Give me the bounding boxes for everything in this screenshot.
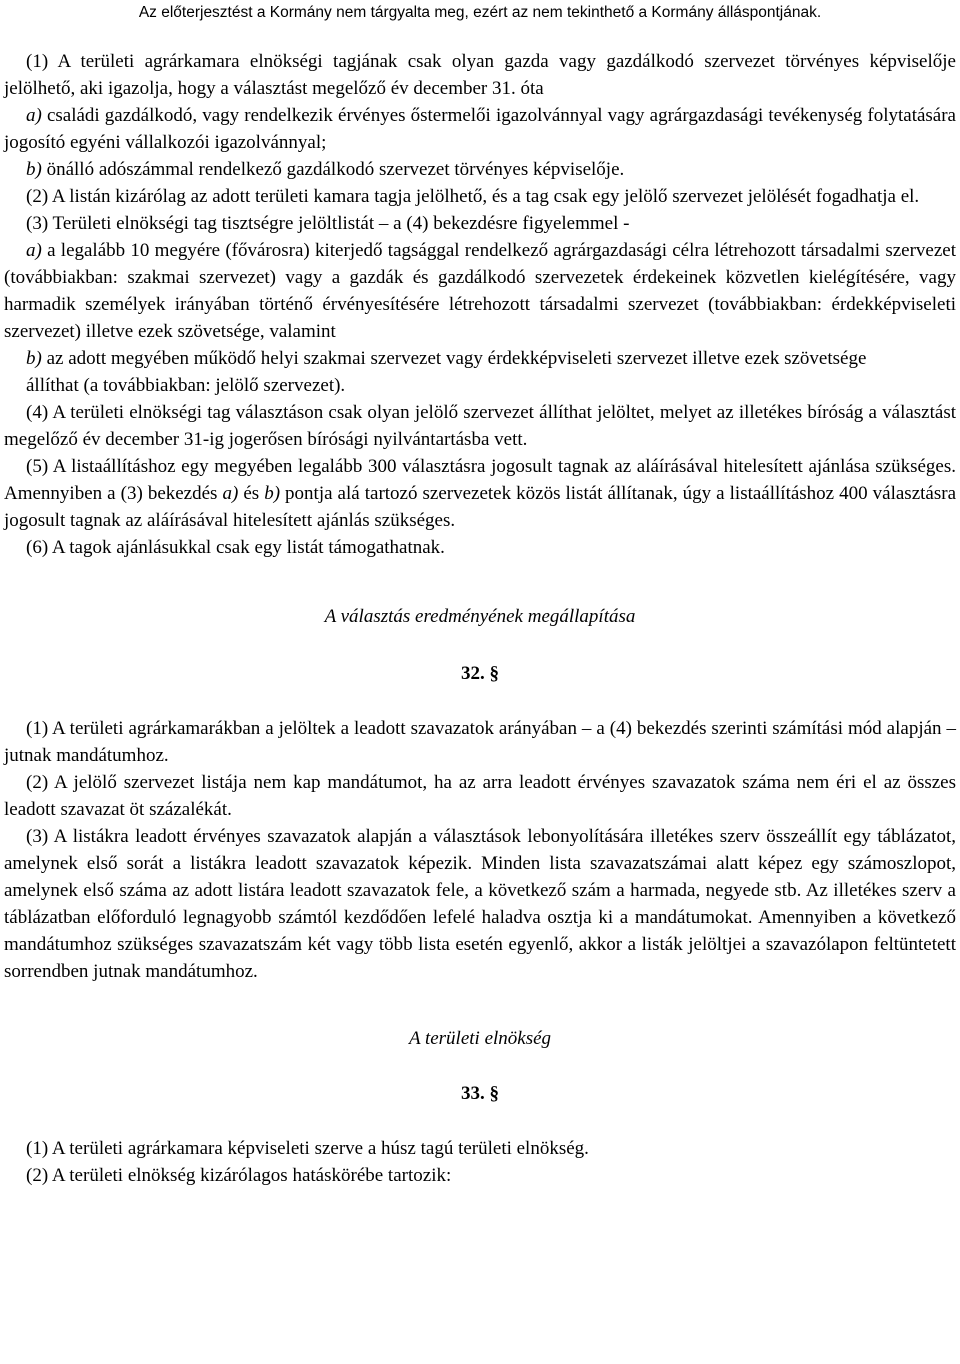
section-32-title: 32. § (461, 663, 499, 684)
paragraph-1-3-b (4, 345, 956, 372)
paragraph-32-1: (1) A területi agrárkamarákban a jelöltek a leadott szavazatok arányában – a (4) bekezdés szerinti számítási mód alapján – jutnak mandátumhoz. (4, 718, 956, 766)
paragraph-1-5-a: a) (222, 483, 239, 504)
paragraph-1-3-end: állíthat (a továbbiakban: jelölő szervezet). (26, 375, 346, 396)
section-33-title: 33. § (461, 1083, 499, 1104)
paragraph-1-6: (6) A tagok ajánlásukkal csak egy listát támogathatnak. (26, 537, 445, 558)
point-a (4, 102, 956, 156)
heading-regional-board: A területi elnökség (408, 1028, 552, 1049)
paragraph-32-3: (3) A listákra leadott érvényes szavazatok alapján a választások lebonyolítására illetékes szerv összeállít egy táblázatot, amelynek első sorát a listákra leadott szavazatok képezik. Minden lista szavazatszámai alatt képez egy számoszlopot, amelynek első száma az adott listára leadott szavazatok fele, a következő szám a harmada, negyede stb. Az illetékes szerv a táblázatban előforduló legnagyobb számtól kezdődően lefelé haladva osztja ki a mandátumokat. Amennyiben a következő mandátumhoz szükséges szavazatszám két vagy több lista esetén egyenlő, akkor a listák jelöltjei a szavazólapon feltüntetett sorrendben jutnak mandátumhoz. (4, 826, 956, 982)
page-header-notice: Az előterjesztést a Kormány nem tárgyalta meg, ezért az nem tekinthető a Kormány álláspontjának. (138, 4, 822, 21)
paragraph-1-2: (2) A listán kizárólag az adott területi kamara tagja jelölhető, és a tag csak egy jelölő szervezet jelölését fogadhatja el. (26, 186, 920, 207)
point-a-label: a) (26, 105, 42, 126)
paragraph-1-3: (3) Területi elnökségi tag tisztségre jelöltlistát – a (4) bekezdésre figyelemmel - (26, 213, 630, 234)
point-b-label: b) (26, 159, 42, 180)
paragraph-1-3-a-label: a) (26, 240, 42, 261)
document-body (4, 48, 956, 1189)
section-33-body (4, 1135, 956, 1189)
paragraph-1-3-a (4, 237, 956, 345)
paragraph-1-5-b: b) (264, 483, 281, 504)
paragraph-1-5-mid: és (238, 483, 265, 504)
point-a-text: családi gazdálkodó, vagy rendelkezik érvényes őstermelői igazolvánnyal vagy agrárgazdasági tevékenység folytatására jogosító egyéni vállalkozói igazolvánnyal; (4, 105, 956, 153)
paragraph-1-4: (4) A területi elnökségi tag választáson csak olyan jelölő szervezet állíthat jelöltet, melyet az illetékes bíróság a választást megelőző év december 31-ig jogerősen bírósági nyilvántartásba vett. (4, 402, 956, 450)
paragraph-1-5-post: pontja alá tartozó szervezetek közös listát állítanak, úgy a listaállításhoz 400 választásra jogosult tagnak az aláírásával hitelesített ajánlás szükséges. (4, 483, 957, 531)
heading-election-result: A választás eredményének megállapítása (324, 606, 636, 627)
paragraph-1-5-pre: (5) A listaállításhoz egy megyében legalább 300 választásra jogosult tagnak az aláírásával hitelesített ajánlása szükséges. Amennyiben a (3) bekezdés (4, 456, 956, 504)
point-b (4, 156, 956, 183)
paragraph-33-2: (2) A területi elnökség kizárólagos hatáskörébe tartozik: (26, 1165, 452, 1186)
paragraph-1-3-b-text: az adott megyében működő helyi szakmai szervezet vagy érdekképviseleti szervezet illetve ezek szövetsége (41, 348, 867, 369)
paragraph-1-3-a-text: a legalább 10 megyére (fővárosra) kiterjedő tagsággal rendelkező agrárgazdasági célra létrehozott társadalmi szervezet (továbbiakban: szakmai szervezet) vagy a gazdák és gazdálkodó szervezetek érdekeinek közvetlen kielégítésére, vagy harmadik személyek irányában történő érvényesítésére létrehozott társadalmi szervezet (továbbiakban: érdekképviseleti szervezet) illetve ezek szövetsége, valamint (4, 240, 956, 342)
paragraph-32-2: (2) A jelölő szervezet listája nem kap mandátumot, ha az arra leadott érvényes szavazatok száma nem éri el az összes leadott szavazat öt százalékát. (4, 772, 956, 820)
paragraph-1-3-b-label: b) (26, 348, 42, 369)
paragraph-1-5 (4, 453, 956, 534)
paragraph-33-1: (1) A területi agrárkamara képviseleti szerve a húsz tagú területi elnökség. (26, 1138, 589, 1159)
paragraph-1-1: (1) A területi agrárkamara elnökségi tagjának csak olyan gazda vagy gazdálkodó szervezet törvényes képviselője jelölhető, aki igazolja, hogy a választást megelőző év december 31. óta (4, 51, 956, 99)
point-b-text: önálló adószámmal rendelkező gazdálkodó szervezet törvényes képviselője. (41, 159, 625, 180)
section-32-body (4, 715, 956, 985)
